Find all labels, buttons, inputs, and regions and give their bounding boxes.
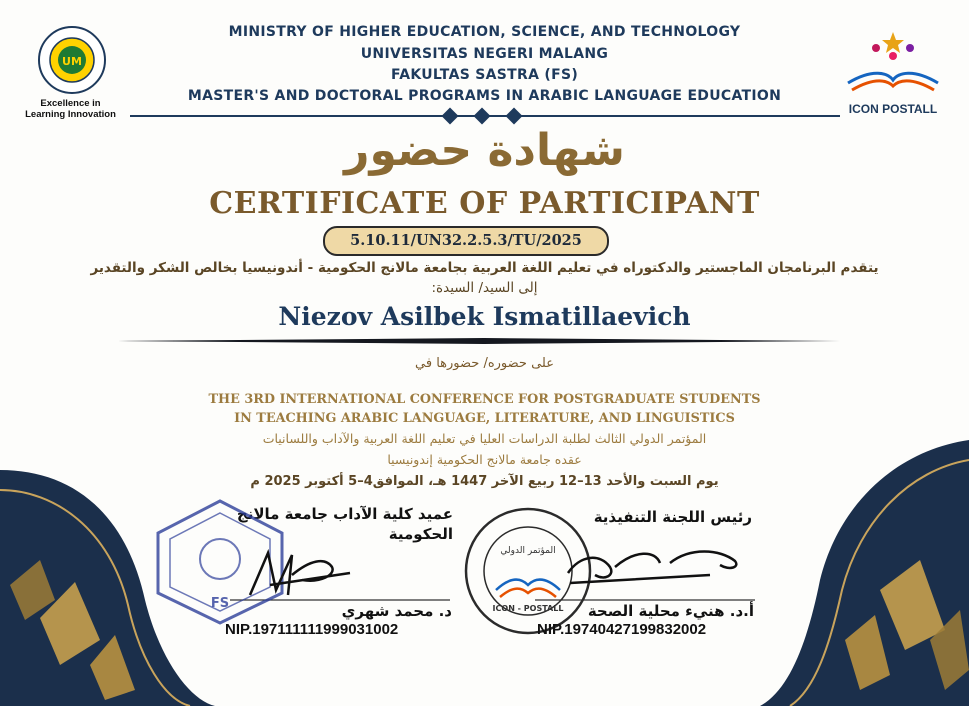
left-title-line1: عميد كلية الآداب جامعة مالانج [236,505,453,523]
attendance-text: على حضوره/ حضورها في [415,356,554,371]
header-line3: FAKULTAS SASTRA (FS) [390,67,579,83]
title-arabic: شهادة حضور [344,125,625,176]
header-line1: MINISTRY OF HIGHER EDUCATION, SCIENCE, AND TECHNOLOGY [228,24,741,40]
conference-arabic2: عقده جامعة مالانج الحكومية إندونيسيا [387,452,582,467]
header-line2: UNIVERSITAS NEGERI MALANG [360,46,609,62]
header-line4: MASTER'S AND DOCTORAL PROGRAMS IN ARABIC LANGUAGE EDUCATION [187,88,782,104]
right-signatory-name: أ.د. هنيء محلية الصحة [587,602,754,620]
name-underline [118,338,840,344]
left-signature [240,545,360,605]
right-signatory-title: رئيس اللجنة التنفيذية [593,508,752,526]
tagline-line2: Learning Innovation [25,109,116,120]
conference-arabic1: المؤتمر الدولي الثالث لطلبة الدراسات العليا في تعليم اللغة العربية والآداب واللسانيات [262,431,707,446]
right-signatory-nip: NIP.19740427199832002 [537,621,707,638]
intro-salutation: إلى السيد/ السيدة: [431,280,538,296]
tagline-line1: Excellence in [40,98,101,109]
intro-text: يتقدم البرنامجان الماجستير والدكتوراه في تعليم اللغة العربية بجامعة مالانج الحكومية - أندونيسيا بخالص الشكر والتقدير [90,260,879,276]
title-english: CERTIFICATE OF PARTICIPANT [209,186,760,221]
svg-text:المؤتمر الدولي: المؤتمر الدولي [500,546,556,556]
svg-text:UM: UM [62,55,82,68]
left-signatory-name: د. محمد شهري [341,602,452,620]
certificate-number-badge: 5.10.11/UN32.2.5.3/TU/2025 [323,226,609,256]
left-signatory-nip: NIP.197111111999031002 [225,621,399,638]
svg-text:FS: FS [210,596,230,611]
conference-line1: THE 3RD INTERNATIONAL CONFERENCE FOR POSTGRADUATE STUDENTS [208,392,761,407]
right-signature [560,535,750,595]
recipient-name: Niezov Asilbek Ismatillaevich [278,302,691,331]
conference-date: يوم السبت والأحد 13–12 ربيع الآخر 1447 هـ، الموافق4–5 أكتوبر 2025 م [250,474,719,489]
svg-text:ICON - POSTALL: ICON - POSTALL [492,604,564,613]
left-title-line2: الحكومية [388,525,453,543]
icon-postall-caption: ICON POSTALL [848,102,938,116]
conference-line2: IN TEACHING ARABIC LANGUAGE, LITERATURE, AND LINGUISTICS [234,411,735,426]
